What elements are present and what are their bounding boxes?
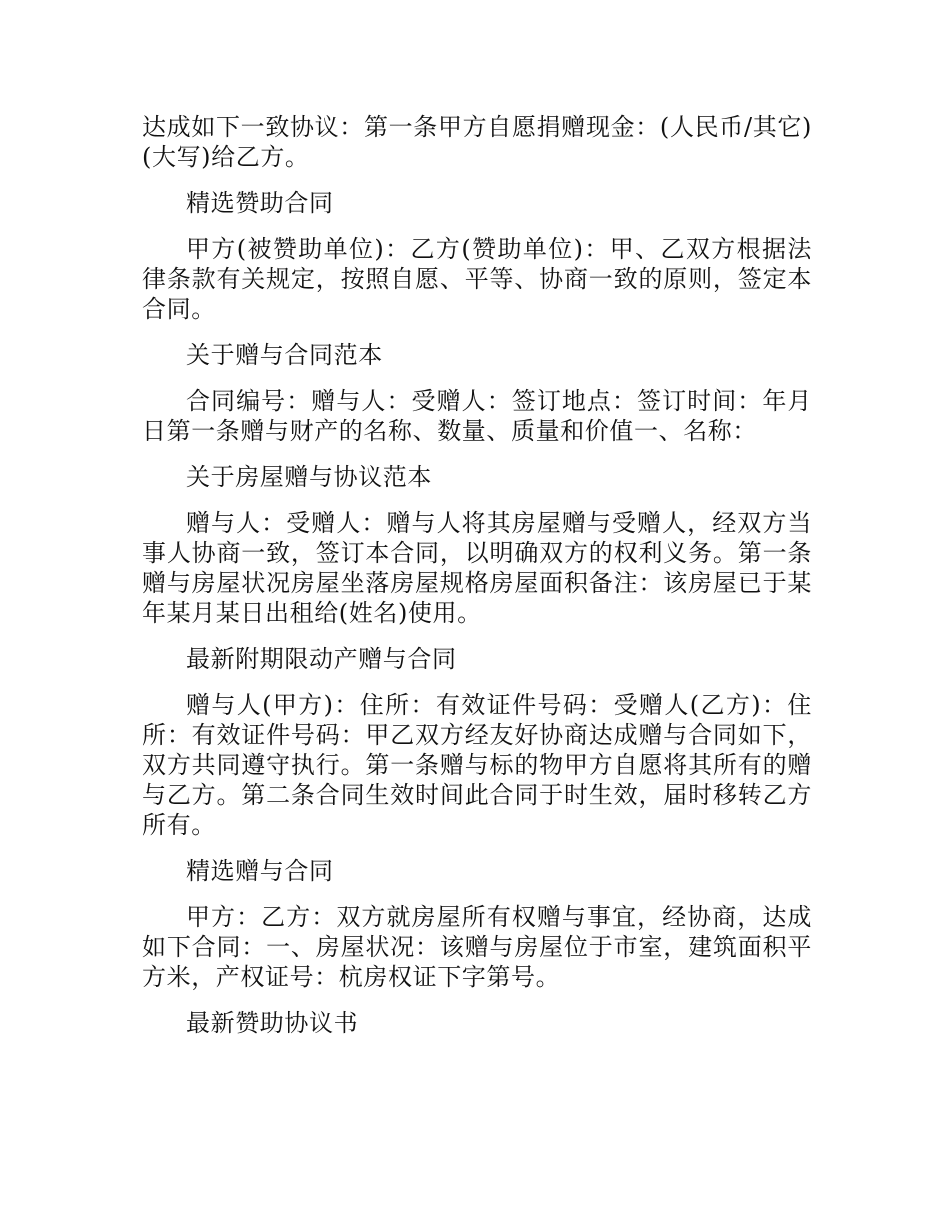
section-title-1: 精选赞助合同 xyxy=(186,189,334,217)
document-page xyxy=(142,112,812,1054)
section-title-4: 最新附期限动产赠与合同 xyxy=(186,645,457,673)
section-title-3: 关于房屋赠与协议范本 xyxy=(186,463,432,491)
section-title-6: 最新赞助协议书 xyxy=(186,1009,359,1037)
paragraph-6: 甲方：乙方：双方就房屋所有权赠与事宜，经协商，达成如下合同：一、房屋状况：该赠与房屋位于市室，建筑面积平方米，产权证号：杭房权证下字第号。 xyxy=(142,903,812,991)
paragraph-4: 赠与人：受赠人：赠与人将其房屋赠与受赠人，经双方当事人协商一致，签订本合同，以明确双方的权利义务。第一条赠与房屋状况房屋坐落房屋规格房屋面积备注：该房屋已于某年某月某日出租给(姓名)使用。 xyxy=(142,509,812,627)
paragraph-1: 达成如下一致协议：第一条甲方自愿捐赠现金：(人民币/其它)(大写)给乙方。 xyxy=(142,113,812,171)
paragraph-2: 甲方(被赞助单位)：乙方(赞助单位)：甲、乙双方根据法律条款有关规定，按照自愿、平等、协商一致的原则，签定本合同。 xyxy=(142,235,812,323)
section-title-2: 关于赠与合同范本 xyxy=(186,341,383,369)
paragraph-3: 合同编号：赠与人：受赠人：签订地点：签订时间：年月日第一条赠与财产的名称、数量、质量和价值一、名称： xyxy=(142,387,812,445)
paragraph-5: 赠与人(甲方)：住所：有效证件号码：受赠人(乙方)：住所：有效证件号码：甲乙双方经友好协商达成赠与合同如下，双方共同遵守执行。第一条赠与标的物甲方自愿将其所有的赠与乙方。第二条合同生效时间此合同于时生效，届时移转乙方所有。 xyxy=(142,691,812,839)
section-title-5: 精选赠与合同 xyxy=(186,857,334,885)
